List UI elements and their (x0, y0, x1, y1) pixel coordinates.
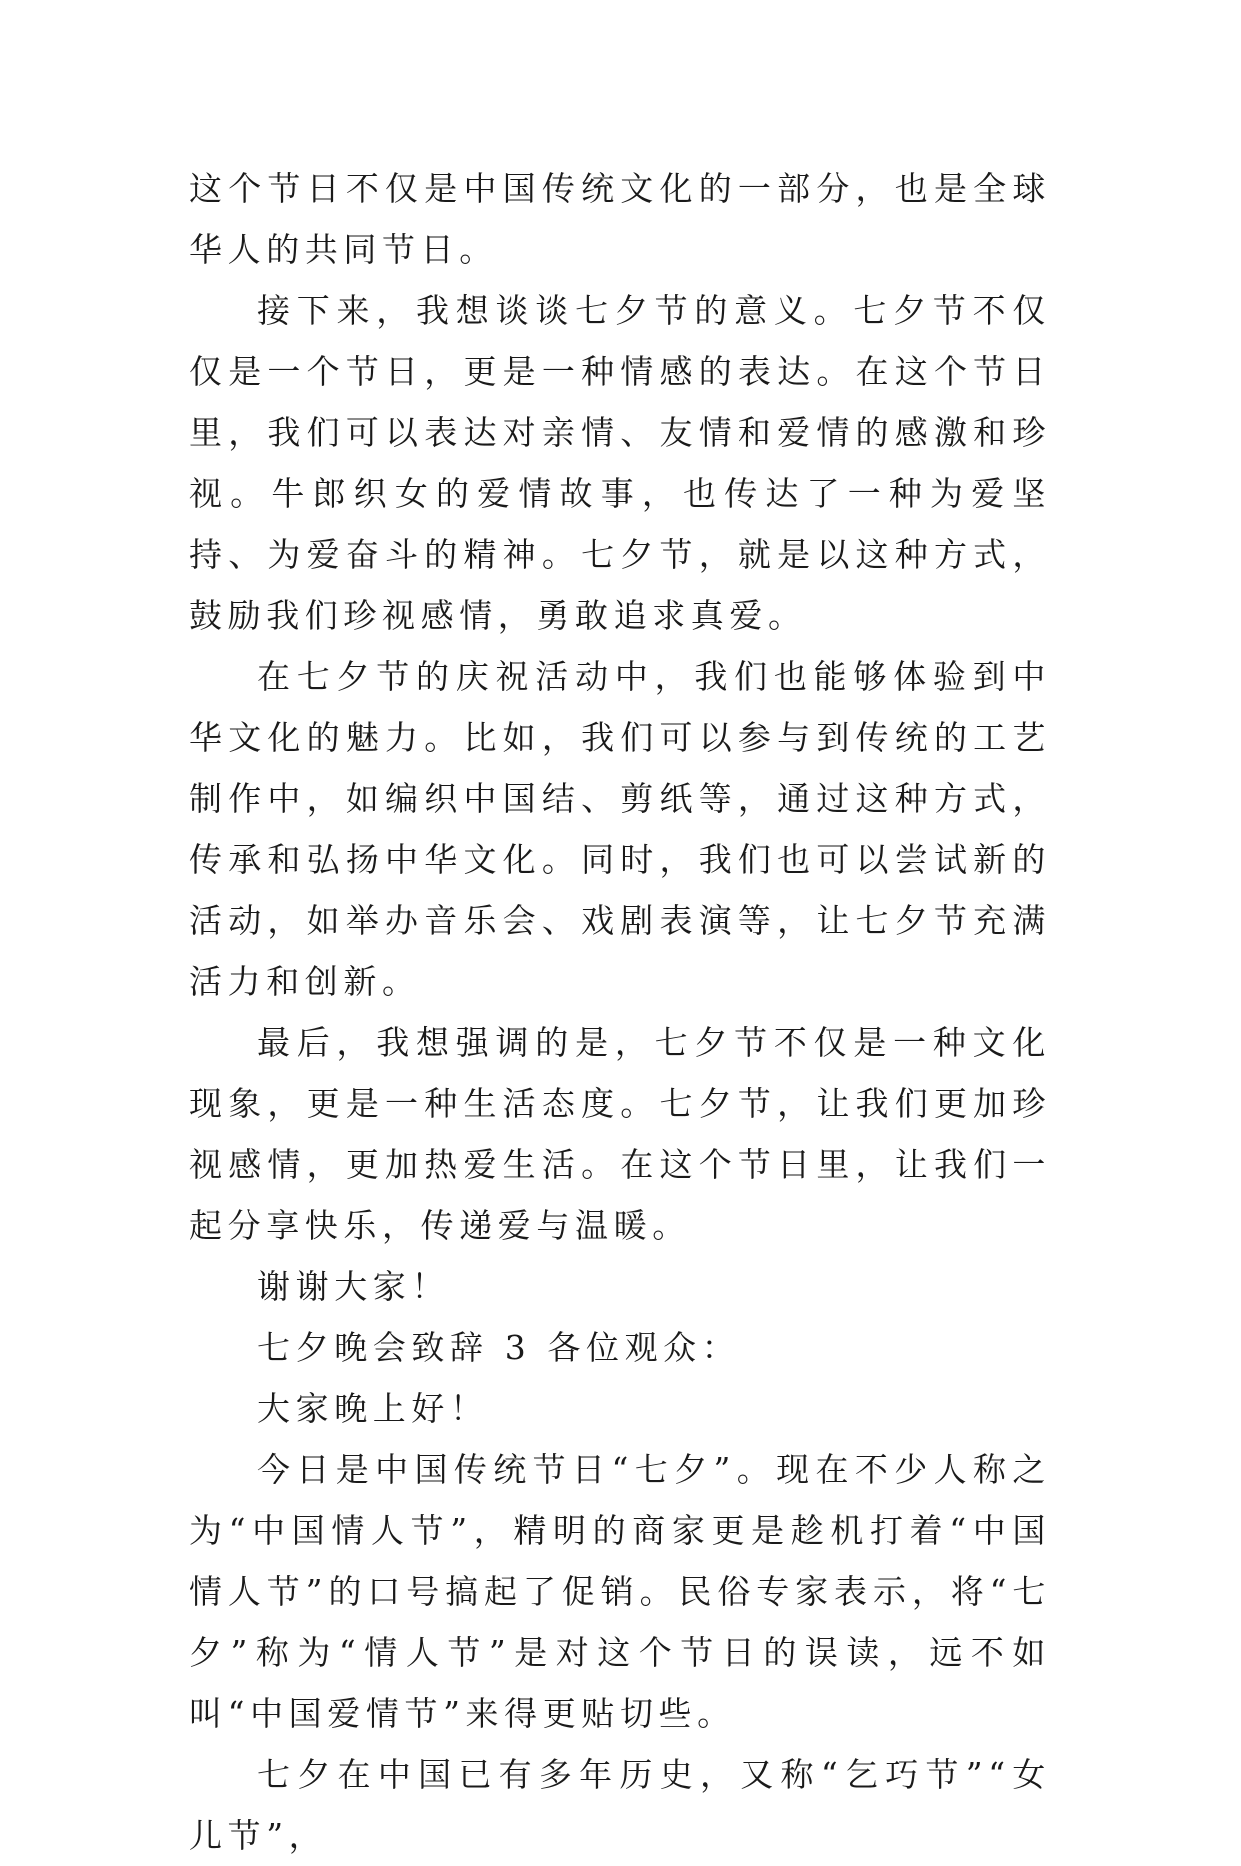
paragraph-2: 接下来，我想谈谈七夕节的意义。七夕节不仅仅是一个节日，更是一种情感的表达。在这个节日里，我们可以表达对亲情、友情和爱情的感激和珍视。牛郎织女的爱情故事，也传达了一种为爱坚持、为爱奋斗的精神。七夕节，就是以这种方式，鼓励我们珍视感情，勇敢追求真爱。 (189, 291, 1051, 635)
paragraph-3: 在七夕节的庆祝活动中，我们也能够体验到中华文化的魅力。比如，我们可以参与到传统的工艺制作中，如编织中国结、剪纸等，通过这种方式，传承和弘扬中华文化。同时，我们也可以尝试新的活动，如举办音乐会、戏剧表演等，让七夕节充满活力和创新。 (189, 657, 1051, 1001)
paragraph-1: 这个节日不仅是中国传统文化的一部分，也是全球华人的共同节日。 (189, 169, 1051, 269)
paragraph-5: 谢谢大家！ (257, 1267, 450, 1306)
paragraph-7: 大家晚上好！ (257, 1389, 489, 1428)
paragraph-4: 最后，我想强调的是，七夕节不仅是一种文化现象，更是一种生活态度。七夕节，让我们更加珍视感情，更加热爱生活。在这个节日里，让我们一起分享快乐，传递爱与温暖。 (189, 1023, 1051, 1245)
paragraph-8: 今日是中国传统节日“七夕”。现在不少人称之为“中国情人节”，精明的商家更是趁机打着“中国情人节”的口号搞起了促销。民俗专家表示，将“七夕”称为“情人节”是对这个节日的误读，远不如叫“中国爱情节”来得更贴切些。 (189, 1450, 1051, 1733)
paragraph-6: 七夕晚会致辞 3 各位观众： (257, 1328, 741, 1367)
document-body (189, 158, 1051, 1866)
paragraph-9: 七夕在中国已有多年历史，又称“乞巧节”“女儿节”， (189, 1755, 1051, 1855)
